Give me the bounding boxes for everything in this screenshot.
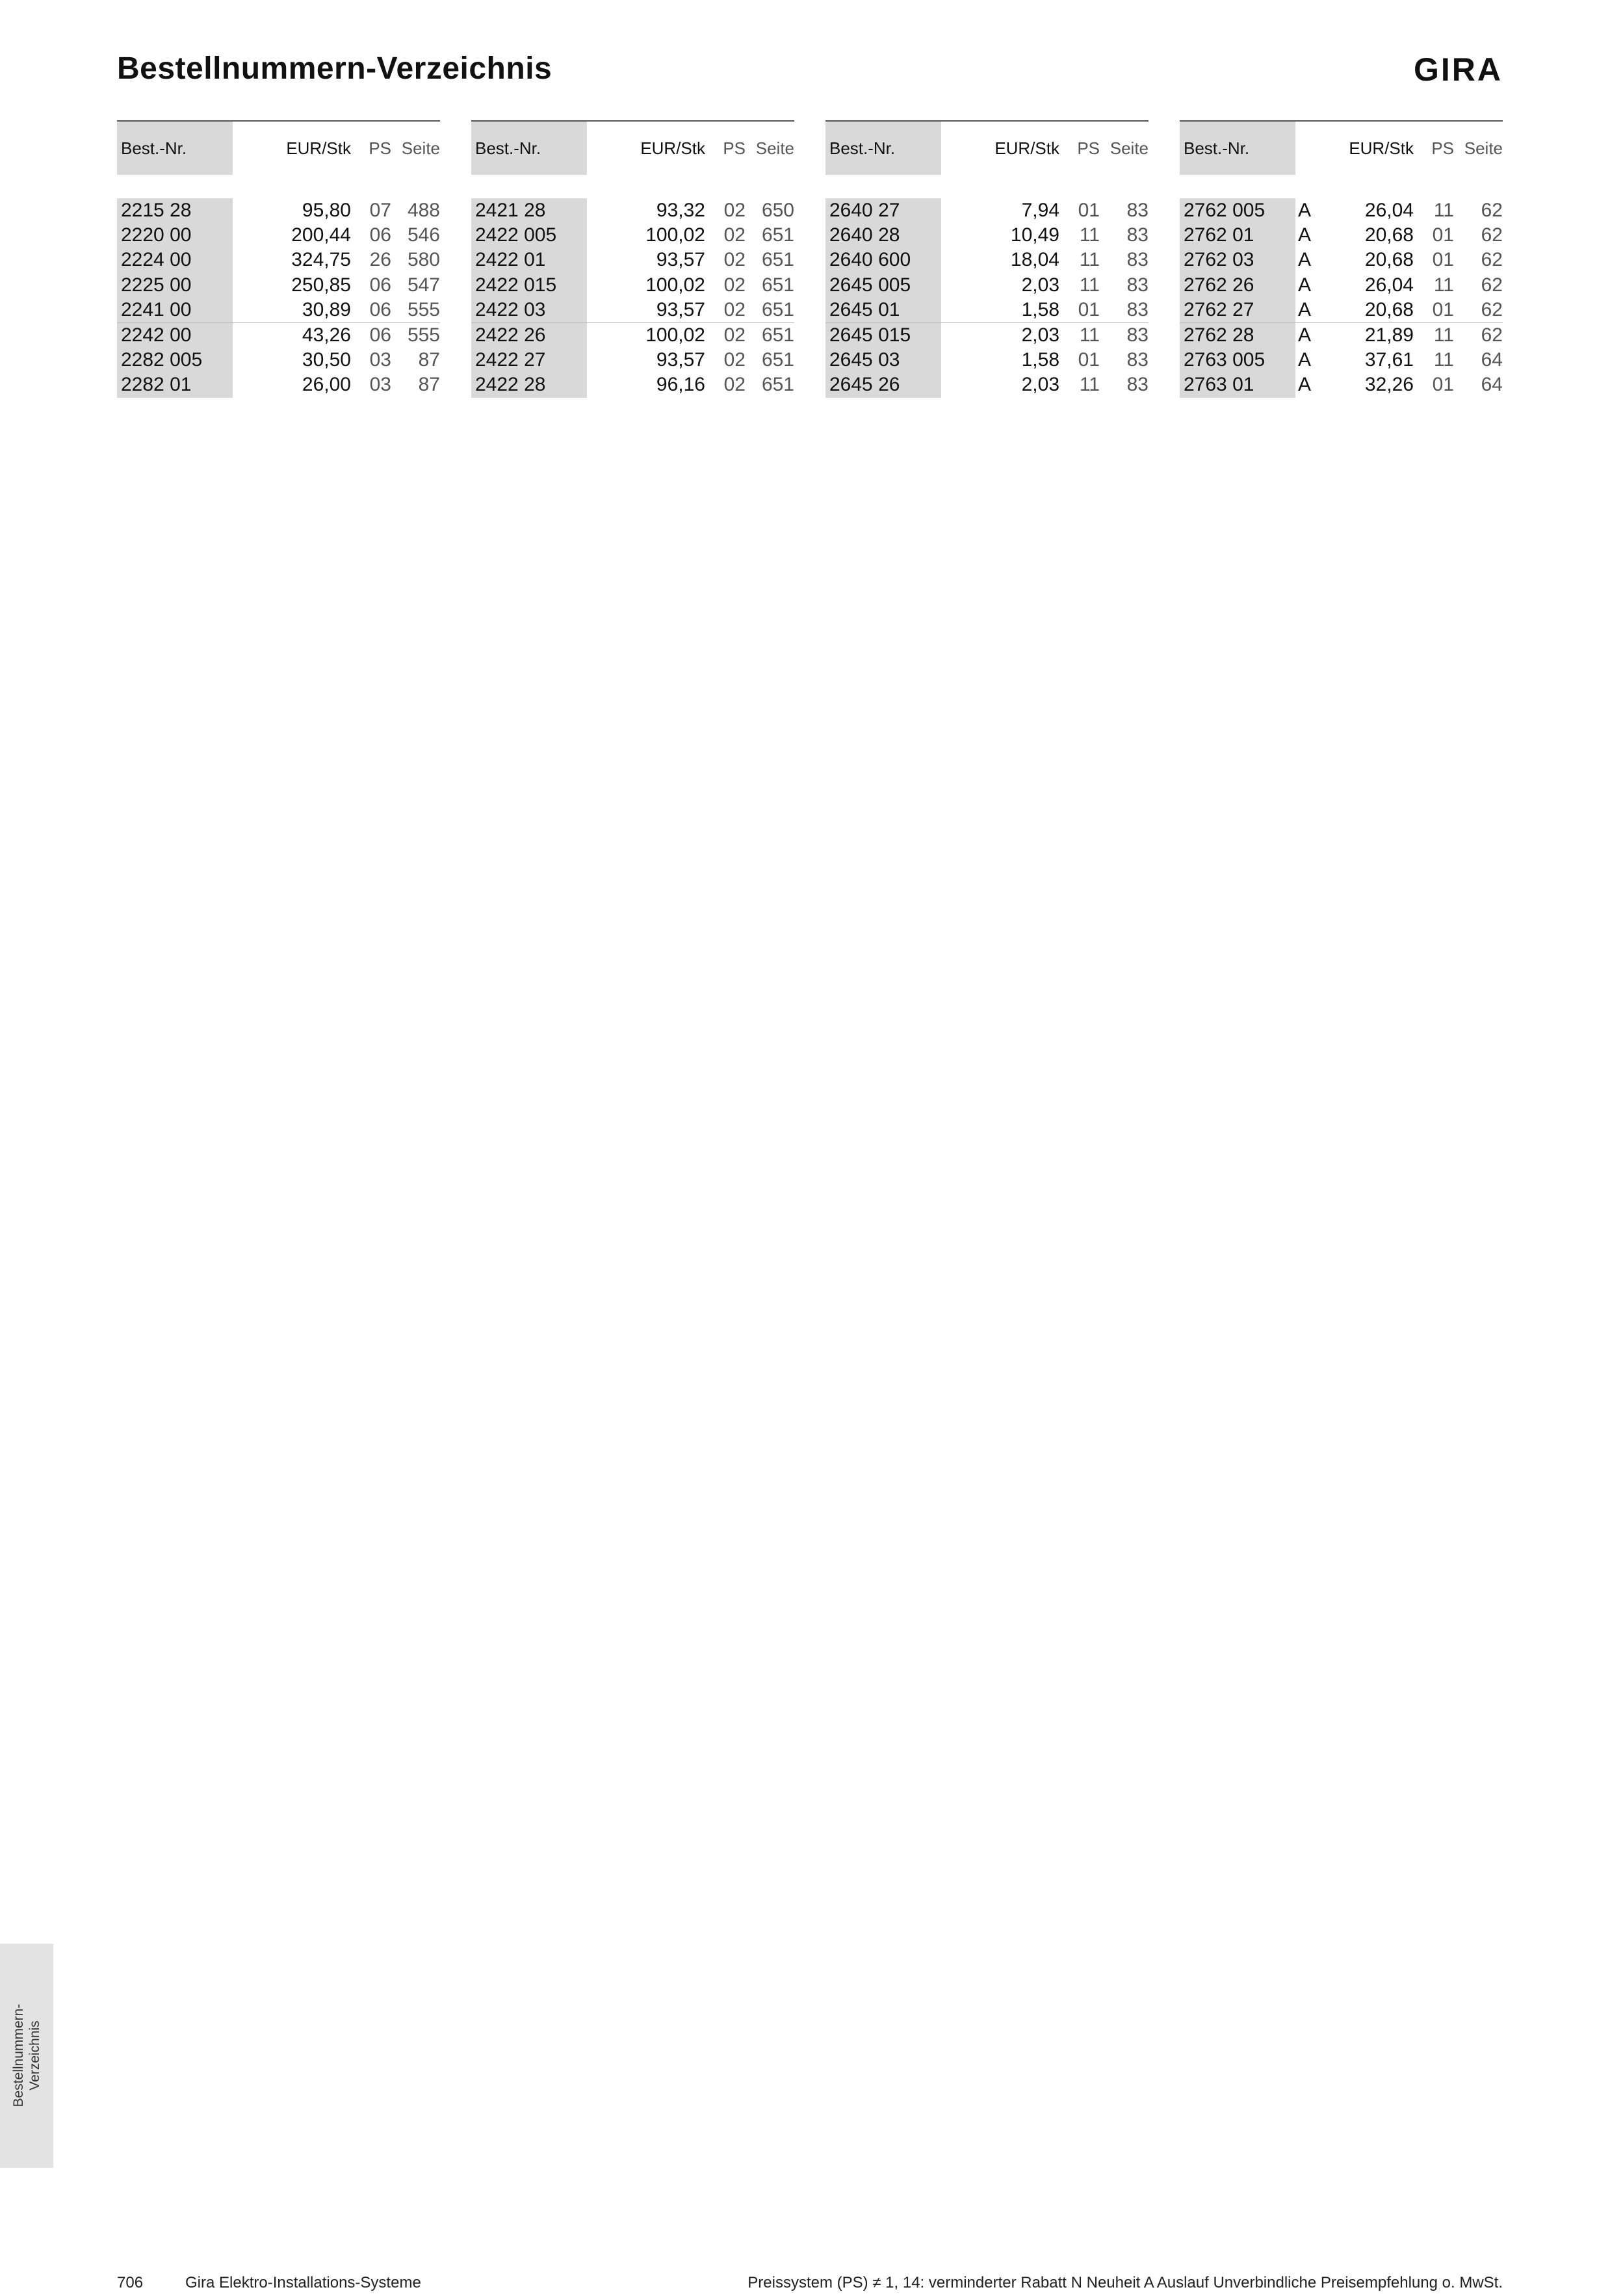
price-system: 03 [369,349,391,371]
price-eur: 1,58 [1021,349,1059,371]
order-number: 2762 005 [1180,198,1295,223]
header-best-nr: Best.-Nr. [1180,122,1295,175]
header-ps: PS [369,138,391,158]
price-system: 06 [369,224,391,246]
page-title: Bestellnummern-Verzeichnis [117,51,552,86]
table-column [825,120,1149,398]
table-row [1180,322,1503,348]
price-system: 01 [1078,200,1100,222]
catalog-page: 546 [407,224,440,246]
table-row [471,348,794,372]
price-eur: 93,57 [656,298,705,320]
table-row [117,322,440,348]
footer-legend: Preissystem (PS) ≠ 1, 14: verminderter Rabatt N Neuheit A Auslauf Unverbindliche Preisempfehlung o. MwSt. [747,2274,1503,2291]
order-number: 2241 00 [117,298,233,322]
order-number: 2282 005 [117,348,233,372]
price-eur: 1,58 [1021,298,1059,320]
order-number: 2763 005 [1180,348,1295,372]
table-row [471,223,794,248]
price-eur: 2,03 [1021,274,1059,296]
catalog-page: 83 [1126,374,1149,396]
price-system: 01 [1432,298,1454,320]
table-row [117,372,440,397]
price-eur: 30,89 [302,298,351,320]
catalog-page: 547 [407,274,440,296]
catalog-page: 555 [407,298,440,320]
footer-page-number: 706 [117,2274,144,2291]
order-number: 2645 005 [825,273,941,298]
order-number: 2224 00 [117,248,233,272]
status-flag: A [1298,298,1312,320]
header-seite: Seite [401,138,440,158]
status-flag: A [1298,374,1312,396]
page-footer [117,2274,1503,2292]
table-row [471,273,794,298]
order-number: 2645 26 [825,372,941,397]
catalog-page: 651 [761,349,794,371]
order-number: 2422 28 [471,372,587,397]
price-system: 11 [1433,200,1454,222]
price-system: 26 [369,249,391,271]
price-eur: 93,57 [656,349,705,371]
price-system: 11 [1433,274,1454,296]
catalog-page: 83 [1126,349,1149,371]
status-flag: A [1298,249,1312,271]
table-row [825,322,1149,348]
price-eur: 21,89 [1364,324,1414,346]
order-number: 2422 01 [471,248,587,272]
price-system: 07 [369,200,391,222]
catalog-page: 83 [1126,200,1149,222]
order-number: 2421 28 [471,198,587,223]
price-eur: 26,04 [1364,200,1414,222]
catalog-page: 83 [1126,324,1149,346]
catalog-page: 651 [761,374,794,396]
side-tab-label [10,1958,43,2153]
price-system: 03 [369,374,391,396]
catalog-page: 62 [1481,298,1503,320]
price-system: 11 [1079,324,1100,346]
price-eur: 2,03 [1021,324,1059,346]
table-row [825,298,1149,322]
price-eur: 37,61 [1364,349,1414,371]
order-number: 2645 01 [825,298,941,322]
table-row [1180,298,1503,322]
price-system: 02 [723,349,746,371]
header-seite: Seite [1464,138,1503,158]
catalog-page: 651 [761,249,794,271]
order-number: 2282 01 [117,372,233,397]
table-row [1180,348,1503,372]
status-flag: A [1298,349,1312,371]
order-number: 2762 28 [1180,323,1295,348]
catalog-page: 62 [1481,274,1503,296]
header-eur-stk: EUR/Stk [1349,138,1414,158]
table-row [471,298,794,322]
catalog-page: 62 [1481,324,1503,346]
order-number: 2422 03 [471,298,587,322]
catalog-page: 650 [761,200,794,222]
price-system: 02 [723,274,746,296]
price-system: 01 [1078,349,1100,371]
order-number: 2422 015 [471,273,587,298]
catalog-page: 651 [761,324,794,346]
table-row [1180,273,1503,298]
price-system: 11 [1433,324,1454,346]
price-eur: 26,00 [302,374,351,396]
table-row [117,248,440,272]
order-number: 2640 600 [825,248,941,272]
table-row [825,248,1149,272]
order-number: 2645 03 [825,348,941,372]
catalog-page: 580 [407,249,440,271]
order-number: 2422 005 [471,223,587,248]
catalog-page: 87 [418,349,440,371]
price-system: 01 [1432,374,1454,396]
price-system: 02 [723,374,746,396]
price-eur: 100,02 [645,324,705,346]
price-eur: 43,26 [302,324,351,346]
price-eur: 96,16 [656,374,705,396]
table-row [825,223,1149,248]
price-eur: 20,68 [1364,224,1414,246]
header-eur-stk: EUR/Stk [994,138,1059,158]
price-system: 02 [723,224,746,246]
price-eur: 30,50 [302,349,351,371]
price-system: 02 [723,298,746,320]
price-system: 01 [1432,249,1454,271]
catalog-page: 64 [1481,374,1503,396]
header-seite: Seite [1110,138,1149,158]
order-number: 2422 27 [471,348,587,372]
order-number: 2422 26 [471,323,587,348]
order-number: 2762 03 [1180,248,1295,272]
price-system: 11 [1079,374,1100,396]
price-system: 01 [1078,298,1100,320]
catalog-page: 64 [1481,349,1503,371]
table-row [1180,248,1503,272]
price-system: 02 [723,200,746,222]
price-eur: 250,85 [291,274,351,296]
price-eur: 32,26 [1364,374,1414,396]
table-row [1180,198,1503,223]
price-system: 06 [369,298,391,320]
table-column [1180,120,1503,398]
column-header [117,120,440,175]
order-number: 2225 00 [117,273,233,298]
footer-company: Gira Elektro-Installations-Systeme [185,2274,421,2291]
side-tab-line-1: Bestellnummern- [11,2003,26,2107]
table-row [471,372,794,397]
header-ps: PS [1077,138,1100,158]
status-flag: A [1298,200,1312,222]
table-row [825,198,1149,223]
catalog-page: 651 [761,224,794,246]
catalog-page: 83 [1126,274,1149,296]
status-flag: A [1298,274,1312,296]
order-number: 2762 01 [1180,223,1295,248]
price-eur: 100,02 [645,274,705,296]
catalog-page: 83 [1126,298,1149,320]
header-ps: PS [723,138,746,158]
catalog-page: 83 [1126,224,1149,246]
price-eur: 20,68 [1364,298,1414,320]
price-table [117,120,1503,398]
price-system: 06 [369,324,391,346]
table-column [117,120,440,398]
catalog-page: 488 [407,200,440,222]
header-ps: PS [1431,138,1454,158]
catalog-page: 555 [407,324,440,346]
order-number: 2645 015 [825,323,941,348]
table-row [825,273,1149,298]
price-system: 02 [723,249,746,271]
brand-logo: GIRA [1414,51,1503,88]
order-number: 2763 01 [1180,372,1295,397]
price-eur: 20,68 [1364,249,1414,271]
order-number: 2762 26 [1180,273,1295,298]
price-eur: 18,04 [1010,249,1059,271]
price-system: 11 [1079,274,1100,296]
column-header [825,120,1149,175]
catalog-page: 87 [418,374,440,396]
price-eur: 7,94 [1021,200,1059,222]
price-eur: 95,80 [302,200,351,222]
price-eur: 2,03 [1021,374,1059,396]
price-system: 06 [369,274,391,296]
side-tab [0,1944,53,2168]
side-tab-line-2: Verzeichnis [27,2020,42,2091]
table-row [471,198,794,223]
order-number: 2762 27 [1180,298,1295,322]
table-column [471,120,794,398]
price-system: 01 [1432,224,1454,246]
table-row [471,248,794,272]
price-system: 02 [723,324,746,346]
price-eur: 100,02 [645,224,705,246]
price-eur: 93,57 [656,249,705,271]
price-eur: 26,04 [1364,274,1414,296]
price-system: 11 [1433,349,1454,371]
catalog-page: 62 [1481,200,1503,222]
order-number: 2220 00 [117,223,233,248]
price-eur: 10,49 [1010,224,1059,246]
catalog-page: 62 [1481,224,1503,246]
header-eur-stk: EUR/Stk [286,138,351,158]
column-header [471,120,794,175]
header-best-nr: Best.-Nr. [825,122,941,175]
table-row [117,198,440,223]
catalog-page: 651 [761,298,794,320]
status-flag: A [1298,224,1312,246]
price-eur: 324,75 [291,249,351,271]
order-number: 2242 00 [117,323,233,348]
table-row [117,273,440,298]
header-eur-stk: EUR/Stk [640,138,705,158]
catalog-page: 62 [1481,249,1503,271]
catalog-page: 83 [1126,249,1149,271]
table-row [117,298,440,322]
price-eur: 93,32 [656,200,705,222]
price-system: 11 [1079,224,1100,246]
price-system: 11 [1079,249,1100,271]
header-seite: Seite [755,138,794,158]
status-flag: A [1298,324,1312,346]
table-row [117,348,440,372]
table-row [471,322,794,348]
table-row [1180,223,1503,248]
order-number: 2215 28 [117,198,233,223]
table-row [1180,372,1503,397]
table-row [825,372,1149,397]
catalog-page: 651 [761,274,794,296]
order-number: 2640 28 [825,223,941,248]
table-row [117,223,440,248]
table-row [825,348,1149,372]
order-number: 2640 27 [825,198,941,223]
price-eur: 200,44 [291,224,351,246]
header-best-nr: Best.-Nr. [471,122,587,175]
column-header [1180,120,1503,175]
header-best-nr: Best.-Nr. [117,122,233,175]
